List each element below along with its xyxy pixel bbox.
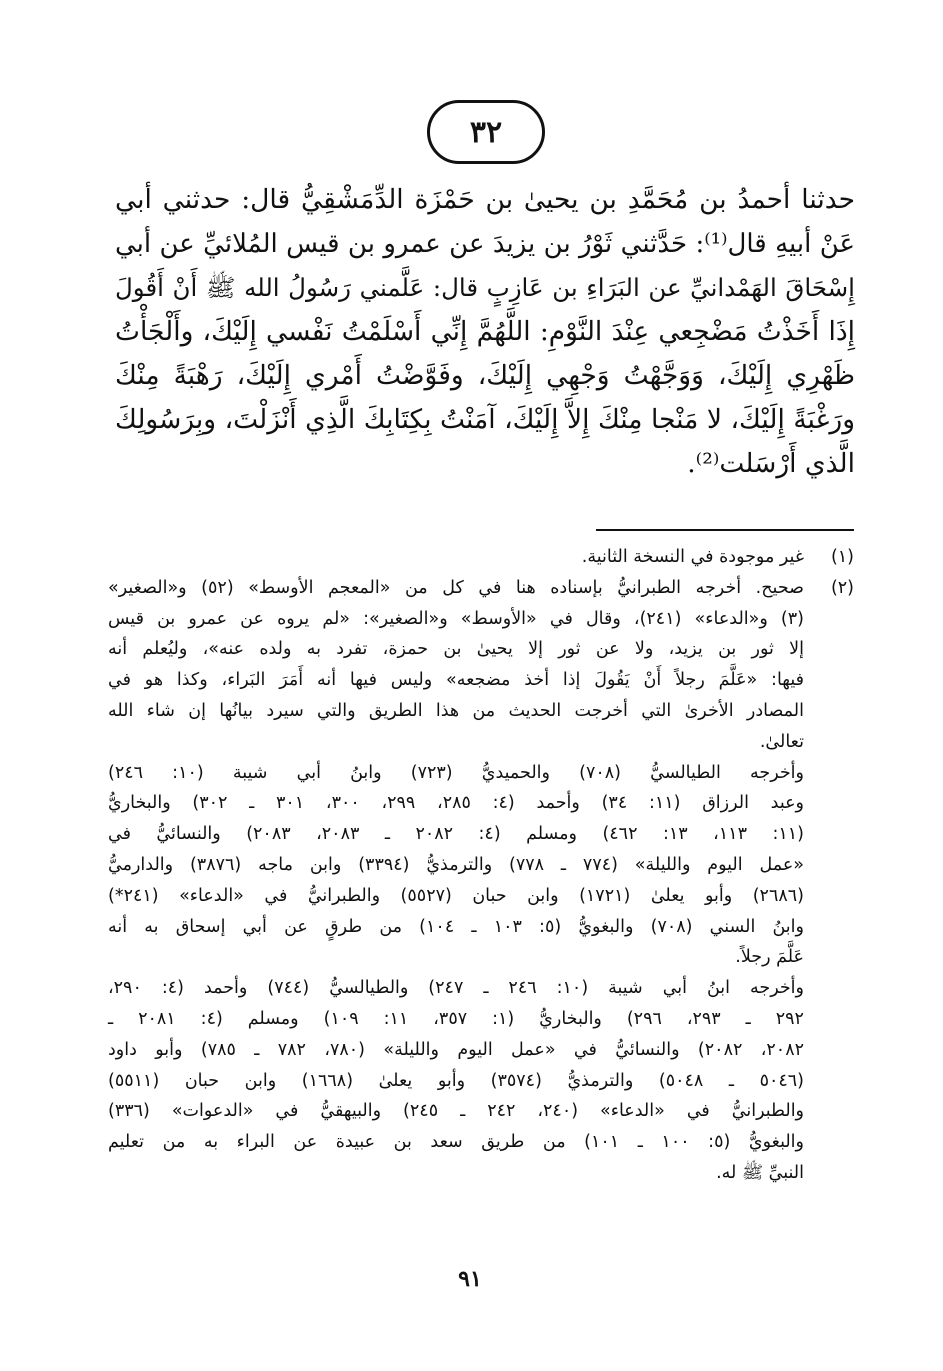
hadith-number: ٣٢ [469, 114, 503, 150]
footnote-number: (١) [830, 547, 854, 567]
footnote-separator [596, 529, 854, 531]
footnote-number [804, 973, 854, 1189]
footnote [108, 542, 854, 573]
footnote-line: (١١: ١١٣، ١٣: ٤٦٢) ومسلم (٤: ٢٠٨٢ ـ ٢٠٨٣، ٢٠٨٣) والنسائيُّ في [108, 824, 804, 845]
hadith-text [115, 178, 855, 486]
footnote-line: تعالىٰ. [759, 731, 804, 752]
hadith-text-line: ظَهْرِي إِلَيْكَ، وَوَجَّهْتُ وَجْهِي إِلَيْكَ، وفَوَّضْتُ أَمْري إِلَيْكَ، رَهْبَةً مِنْكَ [115, 360, 855, 391]
footnote-line: فيها: «عَلَّمَ رجلاً أَنْ يَقُولَ إذا أخذ مضجعه» وليس فيها أنه أَمَرَ البَراء، وكذا هو في [108, 670, 804, 691]
footnote-line: وأخرجه الطيالسيُّ (٧٠٨) والحميديُّ (٧٢٣) وابنُ أبي شيبة (١٠: ٢٤٦) [108, 762, 804, 783]
footnote-line: والطبرانيُّ في «الدعاء» (٢٤٠، ٢٤٢ ـ ٢٤٥) والبيهقيُّ في «الدعوات» (٣٣٦) [108, 1101, 805, 1122]
footnote-line: والبغويُّ (٥: ١٠٠ ـ ١٠١) من طريق سعد بن عبيدة عن البراء به من تعليم [108, 1132, 804, 1153]
footnote-line: ٢٩٢ ـ ٢٩٣، ٢٩٦) والبخاريُّ (١: ٣٥٧، ١١: ١٠٩) ومسلم (٤: ٢٠٨١ ـ [108, 1008, 804, 1029]
hadith-text-line: إِسْحَاقَ الهَمْدانيِّ عن البَرَاءِ بن عَازِبٍ قال: عَلَّمني رَسُولُ الله ﷺ أَنْ أَقُولَ [115, 273, 855, 302]
footnote-body [108, 542, 804, 573]
footnote-line: (٥٠٤٦ ـ ٥٠٤٨) والترمذيُّ (٣٥٧٤) وأبو يعلىٰ (١٦٦٨) وابن حبان (٥٥١١) [108, 1070, 804, 1091]
hadith-number-badge [427, 100, 545, 164]
footnote-paragraph [108, 973, 854, 1189]
footnote-line: وعبد الرزاق (١١: ٣٤) وأحمد (٤: ٢٨٥، ٢٩٩، ٣٠٠، ٣٠١ ـ ٣٠٢) والبخاريُّ [108, 793, 804, 814]
hadith-text-line: عَنْ أبيهِ قال⁽¹⁾: حَدَّثني ثَوْرُ بن يزيدَ عن عمرو بن قيس المُلائيِّ عن أبي [115, 229, 855, 259]
hadith-text-line: ورَغْبَةً إِلَيْكَ، لا مَنْجا مِنْكَ إِلاَّ إِلَيْكَ، آمَنْتُ بِكِتَابِكَ الَّذِي أَنْزَلْتَ، وبِرَسُولِكَ [115, 404, 855, 435]
hadith-text-line: إِذَا أَخَذْتُ مَضْجِعي عِنْدَ النَّوْمِ: اللَّهُمَّ إِنِّي أَسْلَمْتُ نَفْسي إِلَيْكَ، وأَلْجَأْتُ [115, 316, 855, 347]
footnote-body [108, 573, 804, 758]
hadith-text-line: حدثنا أحمدُ بن مُحَمَّدِ بن يحيىٰ بن حَمْزَة الدِّمَشْقِيُّ قال: حدثني أبي [115, 184, 855, 215]
footnote-line: وابنُ السني (٧٠٨) والبغويُّ (٥: ١٠٣ ـ ١٠٤) من طرقٍ عن أبي إسحاق به أنه [108, 916, 804, 937]
footnote-line: المصادر الأخرىٰ التي أخرجت الحديث من هذا الطريق والتي سيرد بيانُها إن شاء الله [108, 700, 804, 721]
footnote-line: إلا ثور بن يزيد، ولا عن ثور إلا يحيىٰ بن حمزة، تفرد به ولده عنه»، وليُعلم أنه [108, 639, 804, 660]
page-number: ٩١ [458, 1266, 482, 1292]
footnote-line: «عمل اليوم والليلة» (٧٧٤ ـ ٧٧٨) والترمذيُّ (٣٣٩٤) وابن ماجه (٣٨٧٦) والدارميُّ [108, 854, 804, 875]
footnote-line: عَلَّمَ رجلاً. [735, 947, 804, 968]
footnote-number [804, 758, 854, 974]
footnote-body [108, 973, 804, 1189]
hadith-text-line: الَّذي أَرْسَلت⁽²⁾. [687, 448, 855, 479]
footnote-line: وأخرجه ابنُ أبي شيبة (١٠: ٢٤٦ ـ ٢٤٧) والطيالسيُّ (٧٤٤) وأحمد (٤: ٢٩٠، [108, 978, 804, 999]
footnote-line: صحيح. أخرجه الطبرانيُّ بإسناده هنا في كل من «المعجم الأوسط» (٥٢) و«الصغير» [108, 577, 804, 598]
footnote [108, 573, 854, 758]
footnote-number: (٢) [830, 577, 854, 598]
footnotes-section [108, 542, 854, 1189]
footnote-paragraph [108, 758, 854, 974]
footnote-line: غير موجودة في النسخة الثانية. [581, 547, 804, 567]
footnote-line: (٢٦٨٦) وأبو يعلىٰ (١٧٢١) وابن حبان (٥٥٢٧) والطبرانيُّ في «الدعاء» (٢٤١*) [108, 885, 804, 906]
footnote-line: (٣) و«الدعاء» (٢٤١)، وقال في «الأوسط» و«الصغير»: «لم يروه عن عمرو بن قيس [108, 608, 804, 629]
footnote-body [108, 758, 804, 974]
footnote-line: النبيِّ ﷺ له. [716, 1162, 804, 1183]
footnote-line: ٢٠٨٢، ٢٠٨٢) والنسائيُّ في «عمل اليوم والليلة» (٧٨٠، ٧٨٢ ـ ٧٨٥) وأبو داود [108, 1039, 804, 1060]
